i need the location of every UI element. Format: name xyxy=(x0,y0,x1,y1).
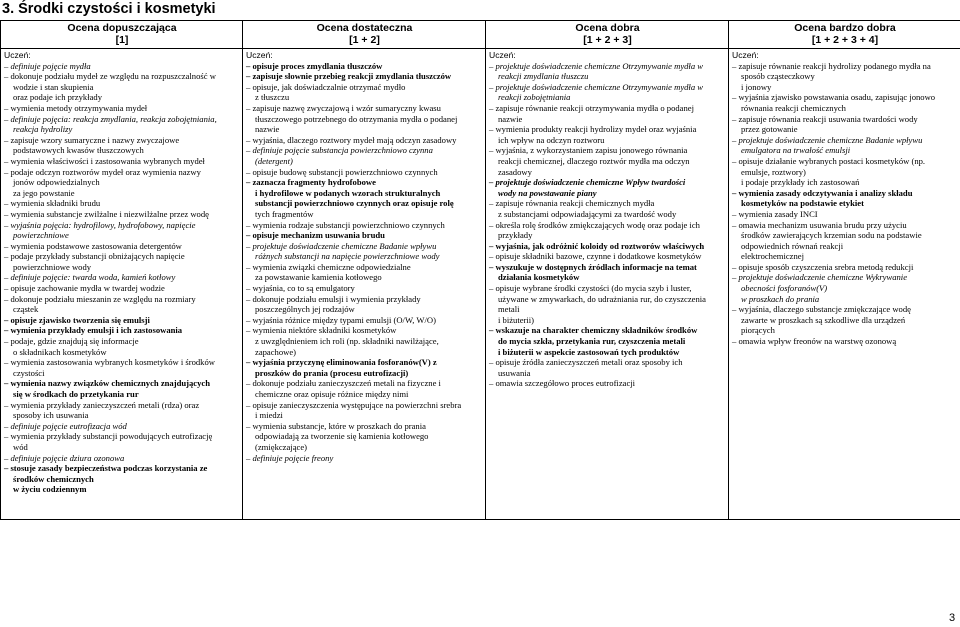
student-label: Uczeń: xyxy=(732,50,759,60)
requirement-line: – zapisuje wzory sumaryczne i nazwy zwyczajowe xyxy=(4,134,180,145)
requirement-line: piorących xyxy=(741,325,775,336)
requirement-line: emulgatora na trwałość emulsji xyxy=(741,145,851,156)
requirement-line: nazwie xyxy=(255,124,280,135)
requirement-line: – wymienia substancje zwilżalne i niezwilżalne przez wodę xyxy=(4,208,209,219)
requirement-line: – definiuje pojęcie mydła xyxy=(4,60,91,71)
requirement-line: w proszkach do prania xyxy=(741,293,820,304)
requirement-line: – projektuje doświadczenie chemiczne Otrzymywanie mydła w xyxy=(489,60,704,71)
requirement-line: – opisuje, jak doświadczalnie otrzymać mydło xyxy=(246,81,406,92)
requirement-line: powierzchniowe wody xyxy=(13,261,92,272)
requirement-line: – opisuje składniki bazowe, czynne i dodatkowe kosmetyków xyxy=(489,251,702,262)
requirement-line: – opisuje zjawisko tworzenia się emulsji xyxy=(4,314,150,325)
requirement-line: – definiuje pojęcie dziura ozonowa xyxy=(4,452,125,463)
requirement-line: – wymienia zastosowania wybranych kosmetyków i środków xyxy=(4,357,215,368)
requirement-line: – wyjaśnia przyczynę eliminowania fosforanów(V) z xyxy=(246,357,437,368)
requirement-line: obecności fosforanów(V) xyxy=(741,283,828,294)
student-label: Uczeń: xyxy=(489,50,516,60)
requirement-line: za jego powstanie xyxy=(13,187,75,198)
requirement-line: – zapisuje równania reakcji chemicznych mydła xyxy=(489,198,655,209)
requirement-line: – wyjaśnia, dlaczego substancje zmiękczające wodę xyxy=(732,304,911,315)
requirement-line: i hydrofilowe w podanych wzorach strukturalnych xyxy=(255,187,441,198)
column-cell-dobra xyxy=(486,49,729,520)
requirement-line: – wyjaśnia różnice między typami emulsji (O/W, W/O) xyxy=(246,314,436,325)
column-cell-bardzo-dobra xyxy=(729,49,960,520)
requirement-line: – wymienia przykłady zanieczyszczeń metali (rdza) oraz xyxy=(4,399,200,410)
requirement-line: podstawowych kwasów tłuszczowych xyxy=(13,145,144,156)
requirement-line: poszczególnych jej rodzajów xyxy=(255,304,355,315)
requirement-line: przykłady xyxy=(498,230,533,241)
column-title: Ocena dobra xyxy=(575,22,640,34)
column-header-bardzo-dobra xyxy=(729,21,960,49)
requirement-line: i biżuterii) xyxy=(498,314,535,325)
requirement-line: – wymienia przykłady substancji powodujących eutrofizację xyxy=(4,431,213,442)
requirement-line: nazwie xyxy=(498,113,523,124)
page-heading: 3. Środki czystości i kosmetyki xyxy=(2,1,216,17)
requirement-line: i podaje przykłady ich zastosowań xyxy=(741,177,860,188)
requirement-line: ich wpływ na odczyn roztworu xyxy=(498,134,605,145)
requirement-line: przez gotowanie xyxy=(741,124,798,135)
requirement-line: odpowiednich równań reakcji xyxy=(741,240,844,251)
requirement-line: – wskazuje na charakter chemiczny składników środków xyxy=(489,325,698,336)
requirement-line: – określa rolę środków zmiękczających wodę oraz podaje ich xyxy=(489,219,700,230)
requirement-line: metali xyxy=(498,304,520,315)
requirement-line: – wymienia podstawowe zastosowania detergentów xyxy=(4,240,182,251)
student-label: Uczeń: xyxy=(246,50,273,60)
requirement-line: – opisuje budowę substancji powierzchniowo czynnych xyxy=(246,166,438,177)
requirement-line: emulsje, roztwory) xyxy=(741,166,806,177)
requirement-line: – projektuje doświadczenie chemiczne Otrzymywanie mydła w xyxy=(489,81,704,92)
requirement-line: – zapisuje słownie przebieg reakcji zmydlania tłuszczów xyxy=(246,71,452,82)
requirement-line: – zapisuje nazwę zwyczajową i wzór sumaryczny kwasu xyxy=(246,102,441,113)
requirement-list xyxy=(732,61,958,347)
requirement-line: – projektuje doświadczenie chemiczne Wykrywanie xyxy=(732,272,908,283)
requirement-line: zasadowy xyxy=(498,166,532,177)
requirement-line: – wymienia zasady INCI xyxy=(732,208,818,219)
requirement-line: (zmiękczające) xyxy=(255,441,307,452)
column-header-dobra xyxy=(486,21,729,49)
requirement-line: działania kosmetyków xyxy=(498,272,580,283)
requirement-line: – podaje, gdzie znajdują się informacje xyxy=(4,336,139,347)
requirement-line: – opisuje zachowanie mydła w twardej wodzie xyxy=(4,283,165,294)
requirement-line: – stosuje zasady bezpieczeństwa podczas korzystania ze xyxy=(4,463,208,474)
requirement-line: o składnikach kosmetyków xyxy=(13,346,107,357)
requirement-line: – wymienia produkty reakcji hydrolizy mydeł oraz wyjaśnia xyxy=(489,124,697,135)
column-title: Ocena dopuszczająca xyxy=(67,22,177,34)
requirement-line: usuwania xyxy=(498,367,531,378)
requirement-line: – dokonuje podziału zanieczyszczeń metali na fizyczne i xyxy=(246,378,441,389)
column-header-dostateczna xyxy=(243,21,486,49)
column-header-dopuszczajaca xyxy=(1,21,243,49)
requirement-line: – wyjaśnia, dlaczego roztwory mydeł mają odczyn zasadowy xyxy=(246,134,457,145)
column-formula: [1 + 2] xyxy=(349,34,380,46)
requirement-line: – opisuje mechanizm usuwania brudu xyxy=(246,230,385,241)
requirement-line: proszków do prania (procesu eutrofizacji) xyxy=(255,367,409,378)
requirement-line: – wyjaśnia, jak odróżnić koloidy od roztworów właściwych xyxy=(489,240,705,251)
requirement-line: – dokonuje podziału mieszanin ze względu na rozmiary xyxy=(4,293,196,304)
requirement-line: środków zawierających krzemian sodu na podstawie xyxy=(741,230,922,241)
requirement-line: – zapisuje równanie reakcji hydrolizy podanego mydła na xyxy=(732,60,931,71)
requirement-line: (detergent) xyxy=(255,155,293,166)
requirement-line: – omawia szczegółowo proces eutrofizacji xyxy=(489,378,636,389)
requirement-line: wodzie i stan skupienia xyxy=(13,81,94,92)
requirement-line: różnych substancji na napięcie powierzchniowe wody xyxy=(255,251,440,262)
requirement-line: – dokonuje podziału mydeł ze względu na rozpuszczalność w xyxy=(4,71,216,82)
column-title: Ocena dostateczna xyxy=(316,22,413,34)
requirement-line: – definiuje pojęcie freony xyxy=(246,452,334,463)
requirement-line: zapachowe) xyxy=(255,346,297,357)
requirement-line: – definiuje pojęcie substancja powierzchniowo czynna xyxy=(246,145,433,156)
requirement-line: – opisuje sposób czyszczenia srebra metodą redukcji xyxy=(732,261,914,272)
requirement-line: substancji powierzchniowo czynnych oraz opisuje rolę xyxy=(255,198,454,209)
requirement-line: – opisuje proces zmydlania tłuszczów xyxy=(246,60,383,71)
requirement-line: elektrochemicznej xyxy=(741,251,804,262)
requirement-line: – opisuje źródła zanieczyszczeń metali oraz sposoby ich xyxy=(489,357,683,368)
column-title: Ocena bardzo dobra xyxy=(794,22,896,34)
requirement-line: za powstawanie kamienia kotłowego xyxy=(255,272,382,283)
requirements-table xyxy=(0,20,960,520)
requirement-line: sposób cząsteczkowy xyxy=(741,71,815,82)
requirement-line: środków chemicznych xyxy=(13,473,94,484)
requirement-line: – wymienia metody otrzymywania mydeł xyxy=(4,102,148,113)
requirement-line: reakcja hydrolizy xyxy=(13,124,73,135)
requirement-list xyxy=(246,61,483,464)
column-cell-dopuszczajaca xyxy=(1,49,243,520)
requirement-line: oraz podaje ich przykłady xyxy=(13,92,103,103)
requirement-list xyxy=(4,61,240,495)
requirement-line: i biżuterii w aspekcie zastosowań tych produktów xyxy=(498,346,680,357)
requirement-line: kosmetyków na podstawie etykiet xyxy=(741,198,864,209)
requirement-line: – wymienia właściwości i zastosowania wybranych mydeł xyxy=(4,155,205,166)
page-number: 3 xyxy=(949,612,956,624)
column-formula: [1 + 2 + 3 + 4] xyxy=(811,34,879,46)
requirement-line: – definiuje pojęcia: reakcja zmydlania, reakcja zobojętniania, xyxy=(4,113,217,124)
requirement-line: – wyjaśnia zjawisko powstawania osadu, zapisując jonowo xyxy=(732,92,936,103)
requirement-line: – wyszukuje w dostępnych źródłach informacje na temat xyxy=(489,261,697,272)
requirement-line: – omawia mechanizm usuwania brudu przy użyciu xyxy=(732,219,907,230)
requirement-line: – definiuje pojęcie: twarda woda, kamień kotłowy xyxy=(4,272,176,283)
requirement-line: chemiczne oraz opisuje różnice między nimi xyxy=(255,389,409,399)
requirement-line: – omawia wpływ freonów na warstwę ozonową xyxy=(732,336,897,347)
requirement-line: równania reakcji chemicznych xyxy=(741,102,846,113)
requirement-line: z substancjami odpowiadającymi za twardość wody xyxy=(498,208,677,219)
requirement-line: – definiuje pojęcie eutrofizacja wód xyxy=(4,420,127,431)
requirement-line: – wymienia niektóre składniki kosmetyków xyxy=(246,325,397,336)
requirement-line: do mycia szkła, przetykania rur, czyszczenia metali xyxy=(498,336,686,347)
requirement-line: – opisuje zanieczyszczenia występujące na powierzchni srebra xyxy=(246,399,462,410)
requirement-line: – zaznacza fragmenty hydrofobowe xyxy=(246,177,376,188)
requirement-line: i jonowy xyxy=(741,81,772,92)
requirement-line: czystości xyxy=(13,367,45,378)
requirement-line: powierzchniowe xyxy=(13,230,69,241)
requirement-line: – wymienia zasady odczytywania i analizy składu xyxy=(732,187,913,198)
requirement-line: – projektuje doświadczenie chemiczne Badanie wpływu xyxy=(732,134,923,145)
requirement-line: wód xyxy=(13,441,28,452)
requirement-line: – projektuje doświadczenie chemiczne Wpływ twardości xyxy=(489,177,686,188)
requirement-line: – wymienia składniki brudu xyxy=(4,198,101,209)
requirement-line: reakcji chemicznej, dlaczego roztwór mydła ma odczyn xyxy=(498,155,690,166)
requirement-line: i miedzi xyxy=(255,410,283,421)
requirement-list xyxy=(489,61,726,389)
requirement-line: – wyjaśnia pojęcia: hydrofilowy, hydrofobowy, napięcie xyxy=(4,219,196,230)
requirement-line: tych fragmentów xyxy=(255,208,314,219)
requirement-line: – dokonuje podziału emulsji i wymienia przykłady xyxy=(246,293,421,304)
requirement-line: zawarte w proszkach są szkodliwe dla urządzeń xyxy=(741,314,906,325)
requirement-line: – opisuje działanie wybranych postaci kosmetyków (np. xyxy=(732,155,926,166)
requirement-line: – wymienia rodzaje substancji powierzchniowo czynnych xyxy=(246,219,445,230)
requirement-line: w życiu codziennym xyxy=(13,484,87,495)
content-row xyxy=(1,49,960,520)
column-formula: [1 + 2 + 3] xyxy=(583,34,632,46)
requirement-line: – wyjaśnia, z wykorzystaniem zapisu jonowego równania xyxy=(489,145,688,156)
requirement-line: sposoby ich usuwania xyxy=(13,410,89,421)
requirement-line: reakcji zmydlania tłuszczu xyxy=(498,71,589,82)
requirement-line: z uwzględnieniem ich roli (np. składniki nawilżające, xyxy=(255,336,439,347)
requirement-line: – wyjaśnia, co to są emulgatory xyxy=(246,283,355,294)
requirement-line: – wymienia przykłady emulsji i ich zastosowania xyxy=(4,325,183,336)
requirement-line: reakcji zobojętniania xyxy=(498,92,571,103)
requirement-line: – wymienia substancje, które w proszkach do prania xyxy=(246,420,426,431)
requirement-line: – wymienia związki chemiczne odpowiedzialne xyxy=(246,261,411,272)
requirement-line: jonów odpowiedzialnych xyxy=(13,177,100,188)
requirement-line: – podaje przykłady substancji obniżających napięcie xyxy=(4,251,185,262)
requirement-line: – podaje odczyn roztworów mydeł oraz wymienia nazwy xyxy=(4,166,201,177)
requirement-line: – zapisuje równania reakcji usuwania twardości wody xyxy=(732,113,918,124)
requirement-line: – opisuje wybrane środki czystości (do mycia szyb i luster, xyxy=(489,283,692,294)
requirement-line: – wymienia nazwy związków chemicznych znajdujących xyxy=(4,378,210,389)
requirement-line: odpowiadają za tworzenie się kamienia kotłowego xyxy=(255,431,429,442)
requirement-line: – projektuje doświadczenie chemiczne Badanie wpływu xyxy=(246,240,437,251)
requirement-line: tłuszczowego potrzebnego do otrzymania mydła o podanej xyxy=(255,113,458,124)
header-row xyxy=(1,21,960,49)
requirement-line: – zapisuje równanie reakcji otrzymywania mydła o podanej xyxy=(489,102,694,113)
requirement-line: używane w zmywarkach, do udrażniania rur, do czyszczenia xyxy=(498,293,706,304)
requirement-line: cząstek xyxy=(13,304,39,315)
column-cell-dostateczna xyxy=(243,49,486,520)
column-formula: [1] xyxy=(115,34,129,46)
requirement-line: się w środkach do przetykania rur xyxy=(13,389,139,399)
requirement-line: z tłuszczu xyxy=(255,92,290,103)
requirement-line: wody na powstawanie piany xyxy=(498,187,597,198)
student-label: Uczeń: xyxy=(4,50,31,60)
